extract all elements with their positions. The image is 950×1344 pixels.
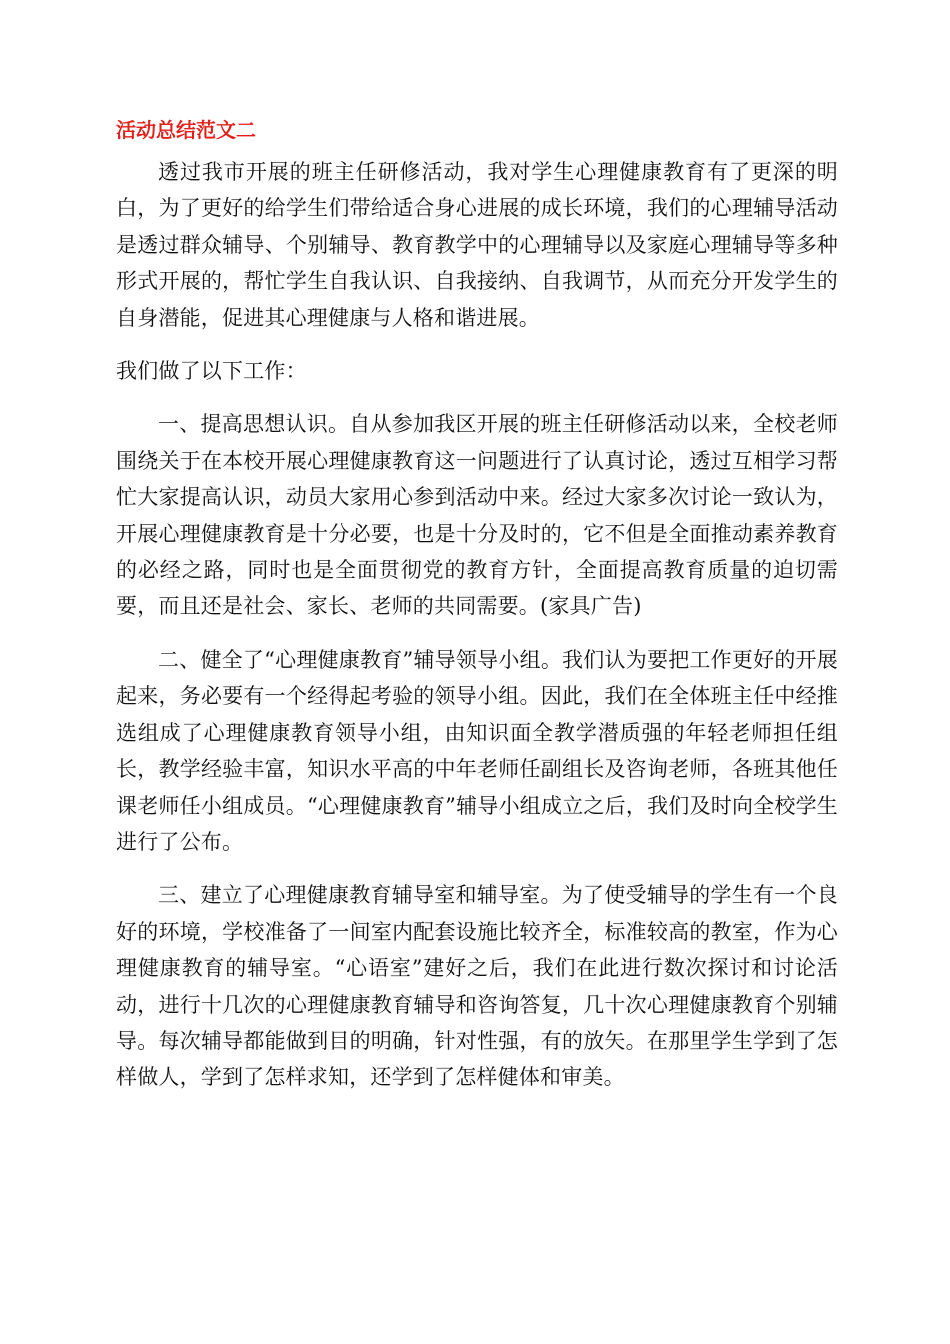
paragraph-item-2: 二、健全了“心理健康教育”辅导领导小组。我们认为要把工作更好的开展起来，务必要有一个经得起考验的领导小组。因此，我们在全体班主任中经推选组成了心理健康教育领导小组，由知识面全教学潜质强的年轻老师担任组长，教学经验丰富，知识水平高的中年老师任副组长及咨询老师，各班其他任课老师任小组成员。“心理健康教育”辅导小组成立之后，我们及时向全校学生进行了公布。 — [116, 647, 838, 854]
document-page — [116, 100, 838, 1113]
paragraph-item-3: 三、建立了心理健康教育辅导室和辅导室。为了使受辅导的学生有一个良好的环境，学校准备了一间室内配套设施比较齐全，标准较高的教室，作为心理健康教育的辅导室。“心语室”建好之后，我们在此进行数次探讨和讨论活动，进行十几次的心理健康教育辅导和咨询答复，几十次心理健康教育个别辅导。每次辅导都能做到目的明确，针对性强，有的放矢。在那里学生学到了怎样做人，学到了怎样求知，还学到了怎样健体和审美。 — [116, 883, 838, 1090]
document-heading: 活动总结范文二 — [116, 118, 256, 142]
paragraph-item-1: 一、提高思想认识。自从参加我区开展的班主任研修活动以来，全校老师围绕关于在本校开展心理健康教育这一问题进行了认真讨论，透过互相学习帮忙大家提高认识，动员大家用心参到活动中来。经过大家多次讨论一致认为，开展心理健康教育是十分必要，也是十分及时的，它不但是全面推动素养教育的必经之路，同时也是全面贯彻党的教育方针，全面提高教育质量的迫切需要，而且还是社会、家长、老师的共同需要。(家具广告) — [116, 412, 838, 619]
paragraph-work-list-lead: 我们做了以下工作： — [116, 359, 307, 384]
paragraph-intro: 透过我市开展的班主任研修活动，我对学生心理健康教育有了更深的明白，为了更好的给学生们带给适合身心进展的成长环境，我们的心理辅导活动是透过群众辅导、个别辅导、教育教学中的心理辅导以及家庭心理辅导等多种形式开展的，帮忙学生自我认识、自我接纳、自我调节，从而充分开发学生的自身潜能，促进其心理健康与人格和谐进展。 — [116, 160, 838, 330]
